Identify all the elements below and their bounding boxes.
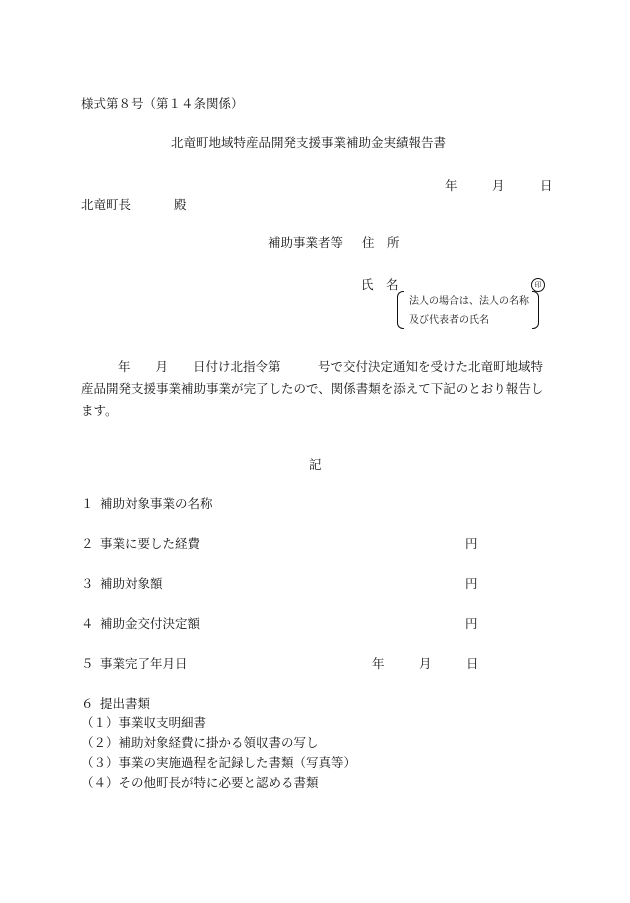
item-5-month: 月 (419, 656, 432, 671)
item-3-number: ３ (81, 576, 94, 591)
item-2-number: ２ (81, 536, 94, 551)
item-4-number: ４ (81, 616, 94, 631)
ki-heading: 記 (309, 457, 322, 472)
note-bracket-left (397, 291, 404, 329)
document-list-item: （４）その他町長が特に必要と認める書類 (81, 775, 319, 790)
body-paragraph: 年 月 日付け北指令第 号で交付決定通知を受けた北竜町地域特産品開発支援事業補助事業が完了したので、関係書類を添えて下記のとおり報告します。 (81, 359, 544, 418)
item-2-unit: 円 (465, 536, 478, 551)
item-5-number: ５ (81, 656, 94, 671)
document-title: 北竜町地域特産品開発支援事業補助金実績報告書 (171, 135, 447, 150)
name-label: 氏 名 (361, 277, 399, 292)
seal-text: 印 (534, 281, 542, 289)
item-1-label: 補助対象事業の名称 (100, 496, 213, 511)
document-list-item: （３）事業の実施過程を記録した書類（写真等） (81, 755, 357, 770)
item-3-label: 補助対象額 (100, 576, 163, 591)
corporate-note-line1: 法人の場合は、法人の名称 (409, 296, 529, 307)
item-1-number: １ (81, 496, 94, 511)
address-label: 住 所 (362, 235, 400, 250)
item-2-label: 事業に要した経費 (100, 536, 201, 551)
date-year: 年 (445, 178, 458, 193)
date-month: 月 (492, 178, 505, 193)
document-list-item: （１）事業収支明細書 (81, 715, 207, 730)
form-number: 様式第８号（第１４条関係） (81, 96, 244, 111)
note-bracket-right (532, 291, 539, 329)
item-5-day: 日 (466, 656, 479, 671)
item-4-unit: 円 (465, 616, 478, 631)
document-list-item: （２）補助対象経費に掛かる領収書の写し (81, 735, 319, 750)
item-4-label: 補助金交付決定額 (100, 616, 201, 631)
item-5-label: 事業完了年月日 (100, 656, 188, 671)
date-day: 日 (540, 178, 553, 193)
seal-mark (531, 278, 545, 292)
item-5-year: 年 (372, 656, 385, 671)
addressee-honorific: 殿 (174, 197, 187, 212)
item-6-label: 提出書類 (100, 696, 151, 711)
addressee-label: 北竜町長 (81, 197, 132, 212)
corporate-note-line2: 及び代表者の氏名 (409, 315, 489, 326)
item-3-unit: 円 (465, 576, 478, 591)
item-6-number: ６ (81, 696, 94, 711)
applicant-label: 補助事業者等 (268, 235, 344, 250)
